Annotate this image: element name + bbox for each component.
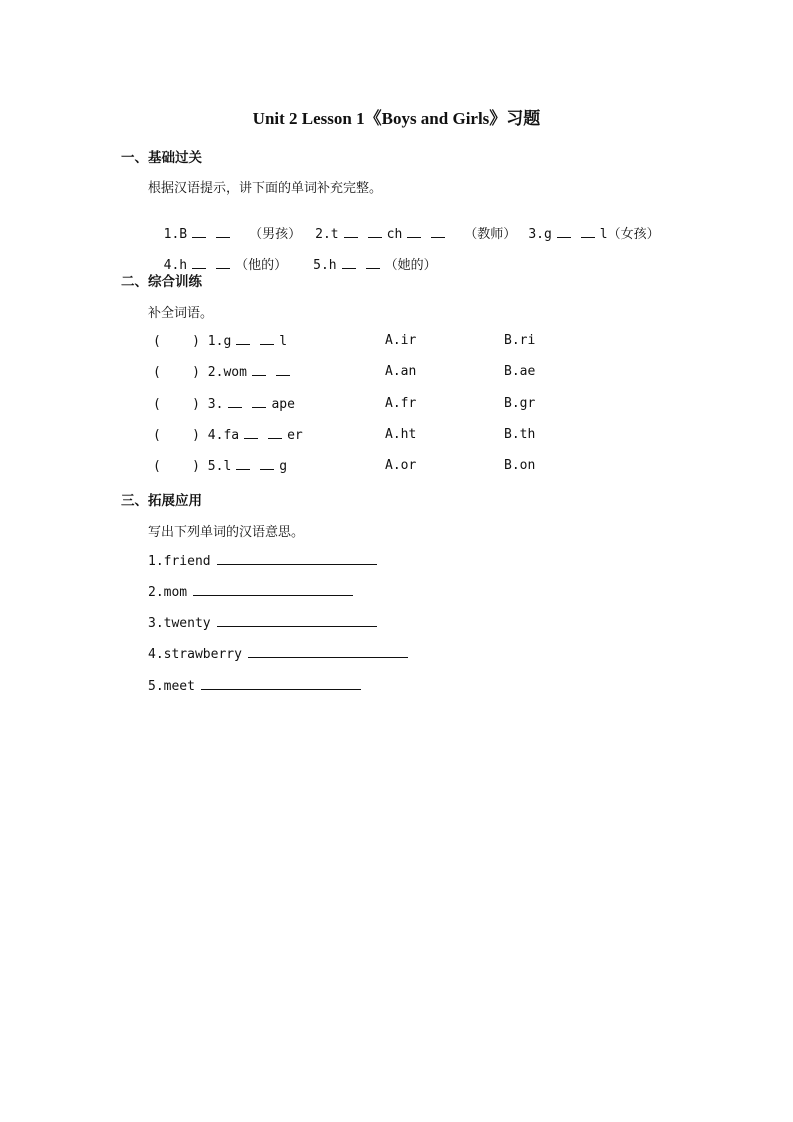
option-a: A.fr bbox=[385, 396, 417, 411]
question-stem: 3. bbox=[207, 397, 224, 412]
section1-instruction: 根据汉语提示，讲下面的单词补充完整。 bbox=[148, 181, 383, 196]
section2-instruction: 补全词语。 bbox=[148, 306, 214, 321]
word-label: 3.twenty bbox=[148, 616, 211, 631]
question-stem: 2.wom bbox=[207, 365, 247, 380]
blank bbox=[260, 333, 274, 345]
blank bbox=[216, 257, 230, 269]
section1-row1 bbox=[148, 208, 660, 242]
option-a: A.or bbox=[385, 458, 417, 473]
section2-heading: 二、综合训练 bbox=[121, 274, 202, 290]
word-label: 4.strawberry bbox=[148, 647, 242, 662]
word-label: 2.mom bbox=[148, 585, 188, 600]
blank bbox=[236, 458, 250, 470]
item3-hint: （女孩） bbox=[607, 227, 660, 242]
question-5 bbox=[153, 458, 287, 474]
blank bbox=[192, 226, 206, 238]
blank bbox=[344, 226, 358, 238]
section3-heading: 三、拓展应用 bbox=[121, 493, 202, 509]
answer-line[interactable] bbox=[193, 583, 353, 596]
blank bbox=[366, 257, 380, 269]
question-suffix: g bbox=[279, 459, 288, 474]
answer-line[interactable] bbox=[201, 677, 361, 690]
item2-prefix: 2.t bbox=[315, 227, 339, 242]
blank bbox=[192, 257, 206, 269]
question-suffix: ape bbox=[271, 397, 295, 412]
option-a: A.ir bbox=[385, 333, 417, 348]
answer-line[interactable] bbox=[217, 614, 377, 627]
blank bbox=[431, 226, 445, 238]
item2-hint: （教师） bbox=[464, 227, 517, 242]
answer-paren[interactable]: ( ) bbox=[153, 459, 200, 474]
answer-paren[interactable]: ( ) bbox=[153, 428, 200, 443]
item5-hint: （她的） bbox=[384, 258, 437, 273]
blank bbox=[407, 226, 421, 238]
blank bbox=[236, 333, 250, 345]
option-a: A.an bbox=[385, 364, 417, 379]
option-b: B.ri bbox=[504, 333, 536, 348]
option-b: B.gr bbox=[504, 396, 536, 411]
blank bbox=[252, 364, 266, 376]
blank bbox=[228, 396, 242, 408]
item3-prefix: 3.g bbox=[528, 227, 552, 242]
blank bbox=[342, 257, 356, 269]
option-b: B.ae bbox=[504, 364, 536, 379]
blank bbox=[252, 396, 266, 408]
word-row-5 bbox=[148, 677, 361, 694]
section1-heading: 一、基础过关 bbox=[121, 150, 202, 166]
word-label: 5.meet bbox=[148, 679, 195, 694]
blank bbox=[216, 226, 230, 238]
section1-row2 bbox=[148, 239, 437, 273]
word-label: 1.friend bbox=[148, 554, 211, 569]
item1-prefix: 1.B bbox=[163, 227, 188, 242]
item3-suffix: l bbox=[599, 227, 608, 242]
item4-hint: （他的） bbox=[235, 258, 288, 273]
item4-prefix: 4.h bbox=[163, 258, 188, 273]
word-row-3 bbox=[148, 614, 377, 631]
page-title: Unit 2 Lesson 1《Boys and Girls》习题 bbox=[252, 109, 541, 128]
item2-middle: ch bbox=[386, 227, 403, 242]
section3-instruction: 写出下列单词的汉语意思。 bbox=[148, 525, 305, 540]
blank bbox=[260, 458, 274, 470]
question-4 bbox=[153, 427, 303, 443]
question-suffix: er bbox=[287, 428, 303, 443]
question-1 bbox=[153, 333, 287, 349]
word-row-2 bbox=[148, 583, 353, 600]
question-stem: 5.l bbox=[207, 459, 232, 474]
item5-prefix: 5.h bbox=[313, 258, 337, 273]
item1-hint: （男孩） bbox=[249, 227, 302, 242]
answer-line[interactable] bbox=[248, 645, 408, 658]
blank bbox=[276, 364, 290, 376]
option-b: B.th bbox=[504, 427, 536, 442]
answer-paren[interactable]: ( ) bbox=[153, 365, 200, 380]
option-a: A.ht bbox=[385, 427, 417, 442]
blank bbox=[581, 226, 595, 238]
question-3 bbox=[153, 396, 295, 412]
word-row-4 bbox=[148, 645, 408, 662]
blank bbox=[368, 226, 382, 238]
blank bbox=[268, 427, 282, 439]
blank bbox=[557, 226, 571, 238]
answer-line[interactable] bbox=[217, 552, 377, 565]
option-b: B.on bbox=[504, 458, 536, 473]
question-stem: 1.g bbox=[207, 334, 232, 349]
word-row-1 bbox=[148, 552, 377, 569]
blank bbox=[244, 427, 258, 439]
answer-paren[interactable]: ( ) bbox=[153, 397, 200, 412]
question-suffix: l bbox=[279, 334, 288, 349]
question-2 bbox=[153, 364, 295, 380]
answer-paren[interactable]: ( ) bbox=[153, 334, 200, 349]
question-stem: 4.fa bbox=[207, 428, 240, 443]
